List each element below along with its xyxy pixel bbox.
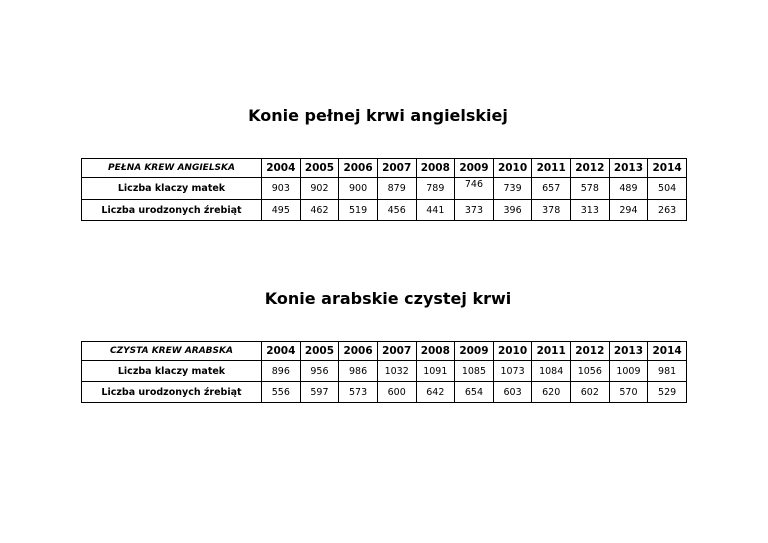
table-cell: 1009 bbox=[609, 361, 648, 382]
table-cell: 986 bbox=[339, 361, 378, 382]
table-cell: 578 bbox=[571, 178, 610, 200]
year-header: 2012 bbox=[571, 159, 610, 178]
table-cell: 489 bbox=[609, 178, 648, 200]
arabian-table bbox=[81, 341, 687, 403]
year-header: 2005 bbox=[300, 342, 339, 361]
row-label: Liczba klaczy matek bbox=[82, 178, 262, 200]
table-cell: 642 bbox=[416, 382, 455, 403]
table-cell: 902 bbox=[300, 178, 339, 200]
table-cell: 1085 bbox=[455, 361, 494, 382]
table-cell: 900 bbox=[339, 178, 378, 200]
year-header: 2011 bbox=[532, 159, 571, 178]
table-header-row bbox=[82, 342, 687, 361]
year-header: 2012 bbox=[571, 342, 610, 361]
table-cell: 657 bbox=[532, 178, 571, 200]
table-cell: 879 bbox=[377, 178, 416, 200]
thoroughbred-table bbox=[81, 158, 687, 221]
table-row bbox=[82, 200, 687, 221]
table-cell: 263 bbox=[648, 200, 687, 221]
table-cell: 602 bbox=[571, 382, 610, 403]
table-corner-header: CZYSTA KREW ARABSKA bbox=[82, 342, 262, 361]
year-header: 2009 bbox=[455, 342, 494, 361]
year-header: 2008 bbox=[416, 342, 455, 361]
year-header: 2005 bbox=[300, 159, 339, 178]
table-cell: 529 bbox=[648, 382, 687, 403]
table-cell: 519 bbox=[339, 200, 378, 221]
year-header: 2004 bbox=[262, 342, 301, 361]
table-cell: 373 bbox=[455, 200, 494, 221]
section-title-arabian: Konie arabskie czystej krwi bbox=[264, 289, 512, 308]
table-cell: 1032 bbox=[377, 361, 416, 382]
table-corner-header: PEŁNA KREW ANGIELSKA bbox=[82, 159, 262, 178]
table-cell: 746 bbox=[455, 178, 494, 200]
table-cell: 441 bbox=[416, 200, 455, 221]
table-cell: 396 bbox=[493, 200, 532, 221]
year-header: 2014 bbox=[648, 159, 687, 178]
row-label: Liczba urodzonych źrebiąt bbox=[82, 382, 262, 403]
table-row bbox=[82, 178, 687, 200]
table-cell: 600 bbox=[377, 382, 416, 403]
table-cell: 739 bbox=[493, 178, 532, 200]
row-label: Liczba urodzonych źrebiąt bbox=[82, 200, 262, 221]
table-cell: 504 bbox=[648, 178, 687, 200]
section-title-thoroughbred: Konie pełnej krwi angielskiej bbox=[248, 106, 508, 125]
year-header: 2007 bbox=[377, 159, 416, 178]
year-header: 2008 bbox=[416, 159, 455, 178]
table-cell: 556 bbox=[262, 382, 301, 403]
year-header: 2007 bbox=[377, 342, 416, 361]
table-row bbox=[82, 382, 687, 403]
table-cell: 313 bbox=[571, 200, 610, 221]
year-header: 2013 bbox=[609, 159, 648, 178]
table-header-row bbox=[82, 159, 687, 178]
year-header: 2006 bbox=[339, 342, 378, 361]
table-cell: 456 bbox=[377, 200, 416, 221]
table-cell: 573 bbox=[339, 382, 378, 403]
year-header: 2011 bbox=[532, 342, 571, 361]
table-cell: 378 bbox=[532, 200, 571, 221]
table-cell: 654 bbox=[455, 382, 494, 403]
table-cell: 981 bbox=[648, 361, 687, 382]
year-header: 2013 bbox=[609, 342, 648, 361]
table-cell: 1073 bbox=[493, 361, 532, 382]
year-header: 2009 bbox=[455, 159, 494, 178]
table-cell: 956 bbox=[300, 361, 339, 382]
table-cell: 903 bbox=[262, 178, 301, 200]
table-cell: 1056 bbox=[571, 361, 610, 382]
table-cell: 789 bbox=[416, 178, 455, 200]
table-cell: 620 bbox=[532, 382, 571, 403]
table-cell: 896 bbox=[262, 361, 301, 382]
table-cell: 1084 bbox=[532, 361, 571, 382]
year-header: 2010 bbox=[493, 159, 532, 178]
year-header: 2006 bbox=[339, 159, 378, 178]
table-row bbox=[82, 361, 687, 382]
table-cell: 570 bbox=[609, 382, 648, 403]
row-label: Liczba klaczy matek bbox=[82, 361, 262, 382]
table-cell: 462 bbox=[300, 200, 339, 221]
year-header: 2004 bbox=[262, 159, 301, 178]
year-header: 2014 bbox=[648, 342, 687, 361]
table-cell: 294 bbox=[609, 200, 648, 221]
table-cell: 597 bbox=[300, 382, 339, 403]
table-cell: 603 bbox=[493, 382, 532, 403]
table-cell: 1091 bbox=[416, 361, 455, 382]
table-cell: 495 bbox=[262, 200, 301, 221]
year-header: 2010 bbox=[493, 342, 532, 361]
